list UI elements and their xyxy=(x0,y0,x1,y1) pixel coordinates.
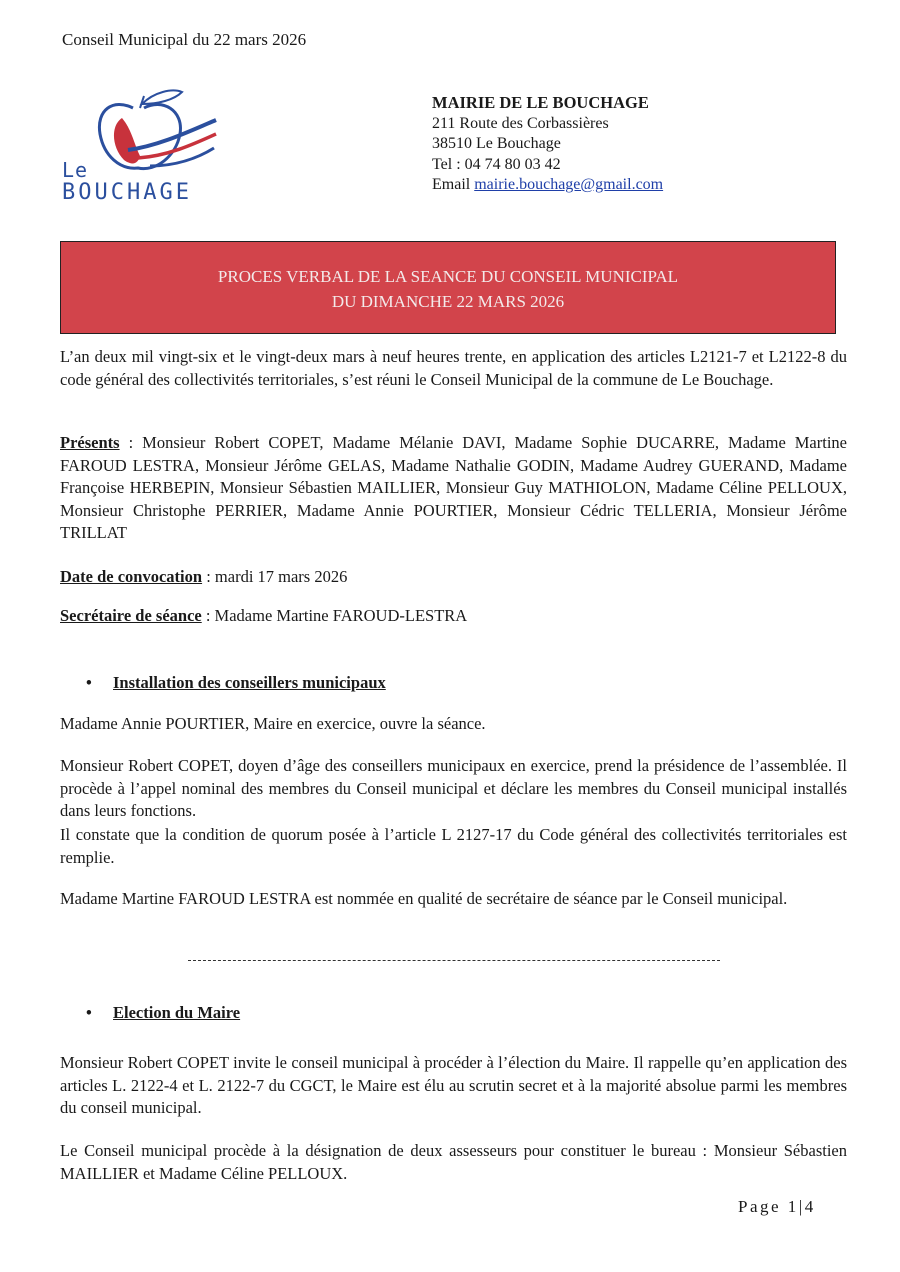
bullet-icon: • xyxy=(86,673,92,692)
section-divider xyxy=(188,960,720,961)
election-paragraph-1: Monsieur Robert COPET invite le conseil municipal à procéder à l’élection du Maire. Il rappelle qu’en application des articles L. 2122-4 et L. 2122-7 du CGCT, le Maire est élu au scrutin secret et à la majorité absolue parmi les membres du conseil municipal. xyxy=(60,1053,847,1117)
election-paragraph-2: Le Conseil municipal procède à la désignation de deux assesseurs pour constituer le bureau : Monsieur Sébastien MAILLIER et Madame Céline PELLOUX. xyxy=(60,1141,847,1183)
logo-text-bouchage: BOUCHAGE xyxy=(62,180,192,205)
secretaire-name: : Madame Martine FAROUD-LESTRA xyxy=(201,606,468,625)
title-banner xyxy=(60,241,836,334)
bullet-icon: • xyxy=(86,1003,92,1022)
installation-paragraph-2: Monsieur Robert COPET, doyen d’âge des conseillers municipaux en exercice, prend la présidence de l’assemblée. Il procède à l’appel nominal des membres du Conseil municipal et déclare les membres du Conseil municipal installés dans leurs fonctions. xyxy=(60,756,847,820)
mairie-name: MAIRIE DE LE BOUCHAGE xyxy=(432,93,649,112)
section-heading-installation xyxy=(86,673,386,693)
banner-title-line2: DU DIMANCHE 22 MARS 2026 xyxy=(331,292,565,311)
municipality-logo xyxy=(58,86,273,211)
section-heading-election xyxy=(86,1003,240,1023)
presents-paragraph xyxy=(60,432,847,545)
convocation-date: : mardi 17 mars 2026 xyxy=(202,567,348,586)
mairie-email-row xyxy=(432,175,663,196)
installation-paragraph-1: Madame Annie POURTIER, Maire en exercice, ouvre la séance. xyxy=(60,714,486,733)
mairie-contact-block xyxy=(432,93,663,196)
presents-label: Présents xyxy=(60,433,120,452)
section-title: Installation des conseillers municipaux xyxy=(113,673,386,692)
secretaire-line xyxy=(60,605,847,628)
convocation-line xyxy=(60,566,847,589)
mairie-phone: Tel : 04 74 80 03 42 xyxy=(432,155,561,173)
email-link[interactable]: mairie.bouchage@gmail.com xyxy=(474,176,664,193)
logo-text-le: Le xyxy=(62,158,89,182)
secretaire-label: Secrétaire de séance xyxy=(60,606,202,625)
installation-paragraph-3: Il constate que la condition de quorum posée à l’article L 2127-17 du Code général des collectivités territoriales est remplie. xyxy=(60,825,847,867)
banner-title-line1: PROCES VERBAL DE LA SEANCE DU CONSEIL MUNICIPAL xyxy=(217,267,679,286)
mairie-address-line2: 38510 Le Bouchage xyxy=(432,135,561,152)
convocation-label: Date de convocation xyxy=(60,567,203,586)
document-header-title: Conseil Municipal du 22 mars 2026 xyxy=(62,30,307,49)
intro-paragraph: L’an deux mil vingt-six et le vingt-deux mars à neuf heures trente, en application des articles L2121-7 et L2122-8 du code général des collectivités territoriales, s’est réuni le Conseil Municipal de la commune de Le Bouchage. xyxy=(60,347,847,389)
email-label: Email xyxy=(432,176,475,193)
section-title: Election du Maire xyxy=(113,1003,241,1022)
mairie-address-line1: 211 Route des Corbassières xyxy=(432,114,609,132)
installation-paragraph-4: Madame Martine FAROUD LESTRA est nommée en qualité de secrétaire de séance par le Conseil municipal. xyxy=(60,889,788,908)
presents-list: : Monsieur Robert COPET, Madame Mélanie DAVI, Madame Sophie DUCARRE, Madame Martine FAROUD LESTRA, Monsieur Jérôme GELAS, Madame Nathalie GODIN, Madame Audrey GUERAND, Madame Françoise HERBEPIN, Monsieur Sébastien MAILLIER, Monsieur Guy MATHIOLON, Madame Céline PELLOUX, Monsieur Christophe PERRIER, Madame Annie POURTIER, Monsieur Cédric TELLERIA, Monsieur Jérôme TRILLAT xyxy=(60,433,847,542)
page-number: Page 1|4 xyxy=(738,1197,816,1216)
